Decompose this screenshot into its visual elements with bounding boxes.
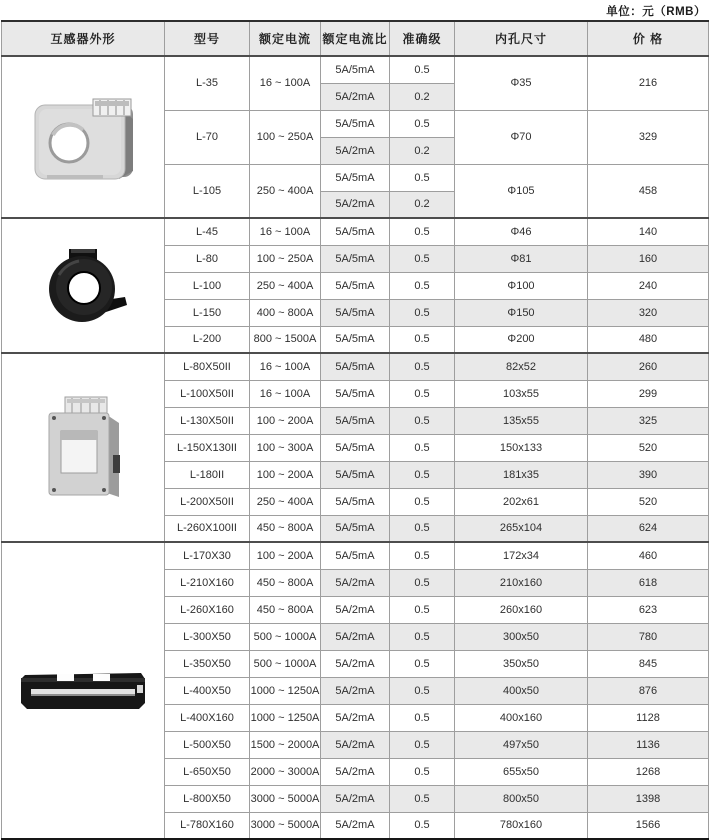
cell-price: 458	[588, 164, 709, 218]
cell-accuracy-class: 0.5	[390, 110, 455, 137]
cell-current-ratio: 5A/2mA	[321, 704, 390, 731]
cell-hole-size: 82x52	[455, 353, 588, 380]
cell-hole-size: Φ100	[455, 272, 588, 299]
product-image-cell	[2, 218, 165, 353]
cell-rated-current: 100 ~ 200A	[250, 407, 321, 434]
cell-rated-current: 450 ~ 800A	[250, 569, 321, 596]
cell-rated-current: 1500 ~ 2000A	[250, 731, 321, 758]
cell-hole-size: Φ70	[455, 110, 588, 164]
cell-model: L-80	[165, 245, 250, 272]
cell-model: L-500X50	[165, 731, 250, 758]
cell-hole-size: 150x133	[455, 434, 588, 461]
cell-rated-current: 3000 ~ 5000A	[250, 785, 321, 812]
cell-price: 618	[588, 569, 709, 596]
cell-hole-size: Φ105	[455, 164, 588, 218]
cell-price: 1398	[588, 785, 709, 812]
cell-model: L-170X30	[165, 542, 250, 569]
table-section	[2, 56, 709, 218]
cell-price: 320	[588, 299, 709, 326]
cell-current-ratio: 5A/5mA	[321, 380, 390, 407]
cell-hole-size: 800x50	[455, 785, 588, 812]
cell-current-ratio: 5A/5mA	[321, 110, 390, 137]
column-header-price: 价 格	[588, 21, 709, 56]
cell-accuracy-class: 0.2	[390, 83, 455, 110]
product-image-cell	[2, 542, 165, 839]
cell-accuracy-class: 0.2	[390, 137, 455, 164]
cell-accuracy-class: 0.5	[390, 704, 455, 731]
cell-rated-current: 100 ~ 250A	[250, 110, 321, 164]
cell-accuracy-class: 0.5	[390, 515, 455, 542]
cell-rated-current: 1000 ~ 1250A	[250, 704, 321, 731]
cell-accuracy-class: 0.5	[390, 245, 455, 272]
cell-current-ratio: 5A/5mA	[321, 488, 390, 515]
cell-model: L-200	[165, 326, 250, 353]
cell-hole-size: 655x50	[455, 758, 588, 785]
cell-rated-current: 16 ~ 100A	[250, 56, 321, 110]
cell-hole-size: Φ81	[455, 245, 588, 272]
cell-rated-current: 250 ~ 400A	[250, 272, 321, 299]
cell-accuracy-class: 0.5	[390, 569, 455, 596]
cell-model: L-35	[165, 56, 250, 110]
table-section	[2, 542, 709, 839]
table-row	[2, 218, 709, 245]
cell-current-ratio: 5A/5mA	[321, 299, 390, 326]
cell-accuracy-class: 0.5	[390, 272, 455, 299]
cell-hole-size: 172x34	[455, 542, 588, 569]
table-row	[2, 542, 709, 569]
table-row	[2, 353, 709, 380]
cell-accuracy-class: 0.5	[390, 299, 455, 326]
cell-accuracy-class: 0.5	[390, 56, 455, 83]
cell-model: L-200X50II	[165, 488, 250, 515]
cell-accuracy-class: 0.5	[390, 380, 455, 407]
cell-accuracy-class: 0.5	[390, 542, 455, 569]
cell-accuracy-class: 0.5	[390, 623, 455, 650]
cell-hole-size: 103x55	[455, 380, 588, 407]
cell-model: L-800X50	[165, 785, 250, 812]
cell-model: L-45	[165, 218, 250, 245]
cell-price: 140	[588, 218, 709, 245]
ct-price-table	[1, 20, 709, 840]
cell-rated-current: 3000 ~ 5000A	[250, 812, 321, 839]
product-photo-rectangular-frame-ct-image	[41, 393, 125, 503]
cell-price: 624	[588, 515, 709, 542]
cell-price: 520	[588, 434, 709, 461]
product-photo-busbar-ct-image	[19, 669, 147, 713]
cell-rated-current: 100 ~ 250A	[250, 245, 321, 272]
cell-model: L-300X50	[165, 623, 250, 650]
cell-price: 1268	[588, 758, 709, 785]
cell-hole-size: 780x160	[455, 812, 588, 839]
cell-price: 1128	[588, 704, 709, 731]
cell-hole-size: 300x50	[455, 623, 588, 650]
cell-accuracy-class: 0.5	[390, 596, 455, 623]
cell-accuracy-class: 0.5	[390, 326, 455, 353]
table-section	[2, 353, 709, 542]
cell-rated-current: 450 ~ 800A	[250, 515, 321, 542]
cell-hole-size: 400x50	[455, 677, 588, 704]
cell-accuracy-class: 0.5	[390, 758, 455, 785]
cell-rated-current: 2000 ~ 3000A	[250, 758, 321, 785]
column-header-appearance: 互感器外形	[2, 21, 165, 56]
cell-current-ratio: 5A/5mA	[321, 407, 390, 434]
cell-current-ratio: 5A/5mA	[321, 56, 390, 83]
cell-current-ratio: 5A/2mA	[321, 812, 390, 839]
cell-accuracy-class: 0.5	[390, 785, 455, 812]
cell-accuracy-class: 0.5	[390, 461, 455, 488]
cell-price: 623	[588, 596, 709, 623]
cell-accuracy-class: 0.5	[390, 488, 455, 515]
cell-current-ratio: 5A/5mA	[321, 218, 390, 245]
cell-current-ratio: 5A/2mA	[321, 596, 390, 623]
cell-model: L-400X160	[165, 704, 250, 731]
cell-model: L-105	[165, 164, 250, 218]
cell-rated-current: 16 ~ 100A	[250, 218, 321, 245]
cell-current-ratio: 5A/5mA	[321, 353, 390, 380]
cell-hole-size: 181x35	[455, 461, 588, 488]
cell-rated-current: 16 ~ 100A	[250, 380, 321, 407]
cell-model: L-70	[165, 110, 250, 164]
cell-accuracy-class: 0.5	[390, 434, 455, 461]
column-header-current-ratio: 额定电流比	[321, 21, 390, 56]
cell-accuracy-class: 0.5	[390, 164, 455, 191]
cell-current-ratio: 5A/5mA	[321, 164, 390, 191]
cell-current-ratio: 5A/5mA	[321, 272, 390, 299]
cell-rated-current: 100 ~ 200A	[250, 542, 321, 569]
cell-price: 460	[588, 542, 709, 569]
cell-current-ratio: 5A/2mA	[321, 677, 390, 704]
column-header-hole-size: 内孔尺寸	[455, 21, 588, 56]
cell-price: 1136	[588, 731, 709, 758]
cell-current-ratio: 5A/2mA	[321, 731, 390, 758]
cell-accuracy-class: 0.5	[390, 353, 455, 380]
cell-current-ratio: 5A/5mA	[321, 245, 390, 272]
cell-accuracy-class: 0.5	[390, 677, 455, 704]
column-header-accuracy-class: 准确级	[390, 21, 455, 56]
cell-price: 390	[588, 461, 709, 488]
cell-hole-size: Φ150	[455, 299, 588, 326]
cell-price: 240	[588, 272, 709, 299]
cell-rated-current: 16 ~ 100A	[250, 353, 321, 380]
cell-rated-current: 500 ~ 1000A	[250, 650, 321, 677]
cell-current-ratio: 5A/2mA	[321, 623, 390, 650]
cell-hole-size: 202x61	[455, 488, 588, 515]
table-section	[2, 218, 709, 353]
cell-model: L-260X100II	[165, 515, 250, 542]
cell-current-ratio: 5A/5mA	[321, 542, 390, 569]
cell-rated-current: 100 ~ 200A	[250, 461, 321, 488]
cell-price: 520	[588, 488, 709, 515]
cell-hole-size: 135x55	[455, 407, 588, 434]
cell-model: L-80X50II	[165, 353, 250, 380]
column-header-model: 型号	[165, 21, 250, 56]
unit-label: 单位：元（RMB）	[606, 6, 706, 18]
cell-hole-size: 265x104	[455, 515, 588, 542]
cell-rated-current: 500 ~ 1000A	[250, 623, 321, 650]
cell-price: 260	[588, 353, 709, 380]
cell-current-ratio: 5A/5mA	[321, 515, 390, 542]
cell-rated-current: 1000 ~ 1250A	[250, 677, 321, 704]
cell-price: 216	[588, 56, 709, 110]
product-photo-toroidal-ct-image	[37, 245, 129, 327]
cell-model: L-650X50	[165, 758, 250, 785]
table-header-row	[2, 21, 709, 56]
cell-hole-size: 350x50	[455, 650, 588, 677]
cell-price: 160	[588, 245, 709, 272]
cell-price: 845	[588, 650, 709, 677]
cell-current-ratio: 5A/2mA	[321, 83, 390, 110]
cell-model: L-150	[165, 299, 250, 326]
cell-rated-current: 450 ~ 800A	[250, 596, 321, 623]
cell-accuracy-class: 0.2	[390, 191, 455, 218]
cell-hole-size: 210x160	[455, 569, 588, 596]
cell-hole-size: 497x50	[455, 731, 588, 758]
cell-hole-size: Φ46	[455, 218, 588, 245]
cell-price: 329	[588, 110, 709, 164]
product-photo-round-hole-box-ct-image	[27, 89, 139, 185]
cell-accuracy-class: 0.5	[390, 407, 455, 434]
cell-hole-size: 400x160	[455, 704, 588, 731]
table-row	[2, 56, 709, 83]
cell-model: L-210X160	[165, 569, 250, 596]
cell-model: L-100X50II	[165, 380, 250, 407]
cell-model: L-400X50	[165, 677, 250, 704]
cell-model: L-130X50II	[165, 407, 250, 434]
cell-price: 876	[588, 677, 709, 704]
cell-hole-size: Φ200	[455, 326, 588, 353]
cell-current-ratio: 5A/5mA	[321, 461, 390, 488]
cell-accuracy-class: 0.5	[390, 218, 455, 245]
cell-current-ratio: 5A/2mA	[321, 650, 390, 677]
cell-price: 480	[588, 326, 709, 353]
cell-accuracy-class: 0.5	[390, 731, 455, 758]
cell-model: L-100	[165, 272, 250, 299]
cell-hole-size: 260x160	[455, 596, 588, 623]
column-header-rated-current: 额定电流	[250, 21, 321, 56]
cell-accuracy-class: 0.5	[390, 650, 455, 677]
cell-price: 1566	[588, 812, 709, 839]
cell-price: 299	[588, 380, 709, 407]
cell-current-ratio: 5A/2mA	[321, 191, 390, 218]
product-image-cell	[2, 56, 165, 218]
cell-rated-current: 250 ~ 400A	[250, 488, 321, 515]
cell-price: 325	[588, 407, 709, 434]
cell-current-ratio: 5A/2mA	[321, 758, 390, 785]
cell-current-ratio: 5A/5mA	[321, 326, 390, 353]
cell-rated-current: 400 ~ 800A	[250, 299, 321, 326]
cell-current-ratio: 5A/2mA	[321, 785, 390, 812]
cell-model: L-150X130II	[165, 434, 250, 461]
cell-current-ratio: 5A/2mA	[321, 137, 390, 164]
cell-price: 780	[588, 623, 709, 650]
product-image-cell	[2, 353, 165, 542]
cell-rated-current: 100 ~ 300A	[250, 434, 321, 461]
cell-hole-size: Φ35	[455, 56, 588, 110]
cell-current-ratio: 5A/2mA	[321, 569, 390, 596]
cell-model: L-180II	[165, 461, 250, 488]
cell-accuracy-class: 0.5	[390, 812, 455, 839]
cell-rated-current: 250 ~ 400A	[250, 164, 321, 218]
cell-model: L-780X160	[165, 812, 250, 839]
cell-model: L-260X160	[165, 596, 250, 623]
cell-model: L-350X50	[165, 650, 250, 677]
cell-current-ratio: 5A/5mA	[321, 434, 390, 461]
cell-rated-current: 800 ~ 1500A	[250, 326, 321, 353]
